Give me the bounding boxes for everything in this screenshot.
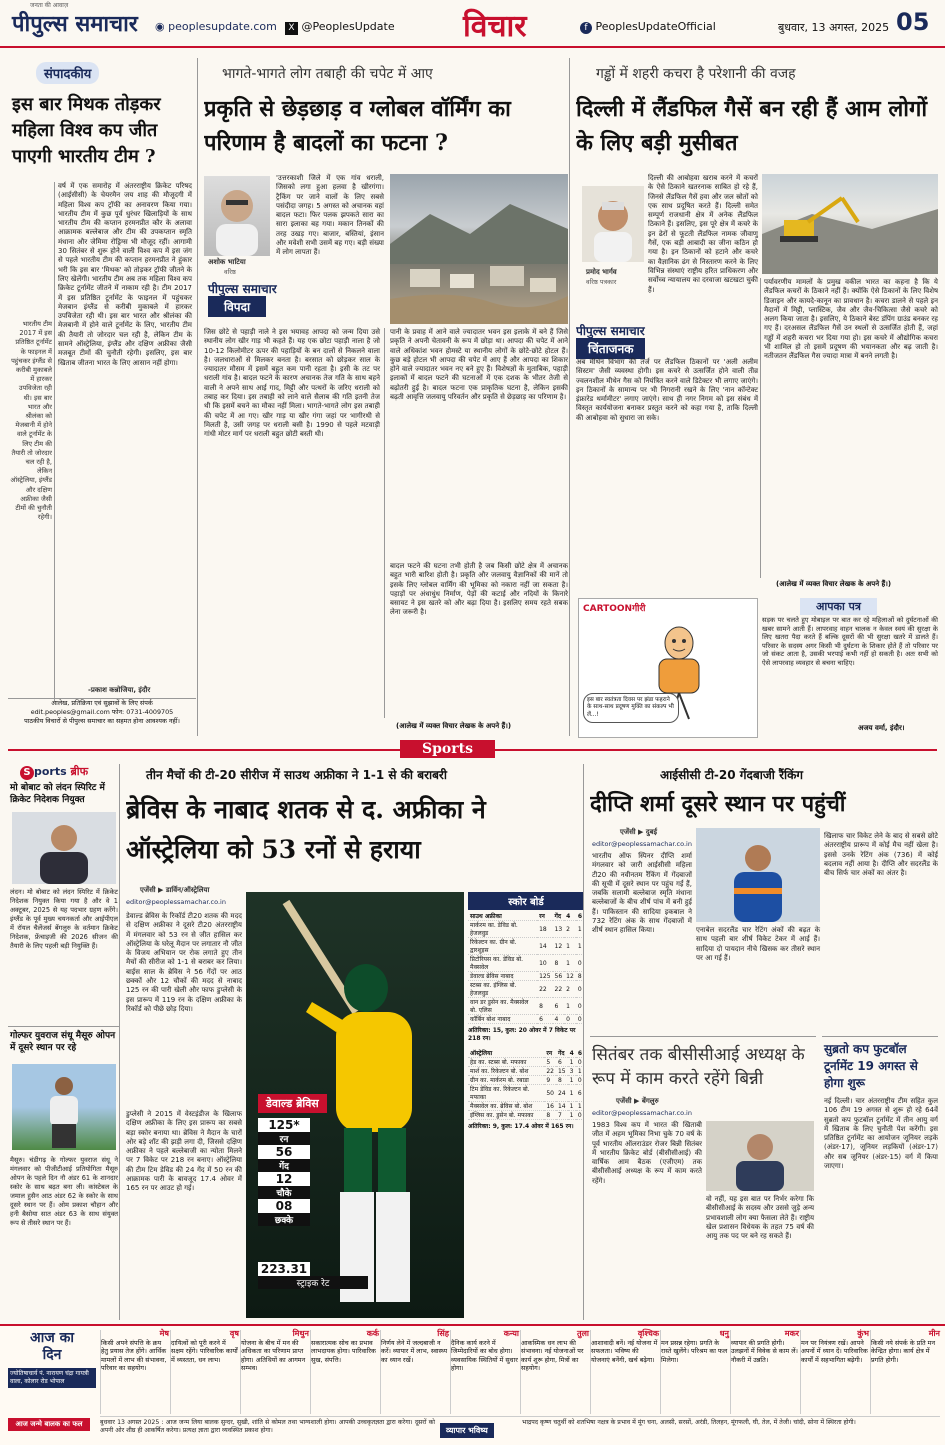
bcci-body2: वो नहीं, यह इस बात पर निर्भर करेगा कि बीसीसीआई के सदस्य और उससे जुड़े अन्य प्रभावशाली लोग क्या फैसला लेते हैं। राष्ट्रीय खेल प्रशासन विधेयक के तहत 75 वर्ष की आयु तक पद पर बने रह सकते हैं। <box>706 1195 814 1241</box>
main-headline: ब्रेविस के नाबाद शतक से द. अफ्रीका ने ऑस्ट्रेलिया को 53 रनों से हराया <box>126 795 486 864</box>
letters-title: आपका पत्र <box>800 598 877 615</box>
score-row: मार्श का. रिकेल्टन बो. बोश 22 15 3 1 <box>468 1067 584 1076</box>
score-row: स्टब्स का. इंग्लिस बो. हेजलवुड 22 22 2 0 <box>468 981 584 998</box>
paper-logo: पीपुल्स समाचार <box>12 11 138 37</box>
zodiac-leo: सिंह निर्णय लेने में जल्दबाजी न करें। व्यापार में लाभ, स्वास्थ्य का ध्यान रखें। <box>380 1330 449 1414</box>
score-row: कॉर्बिन बोश नाबाद 6 4 0 0 <box>468 1015 584 1024</box>
author-photo-pramod <box>582 186 644 262</box>
paper-tagline: जनता की आवाज़ <box>30 2 69 9</box>
article2-kicker: गड्ढों में शहरी कचरा है परेशानी की वजह <box>596 66 796 82</box>
article1-headline: प्रकृति से छेड़छाड़ व ग्लोबल वॉर्मिंग का परिणाम है बादलों का फटना ? <box>204 96 511 156</box>
article2-logo: पीपुल्स समाचार <box>576 324 645 338</box>
article1-col3: पानी के प्रवाह में आने वाले ज्यादातर भवन इस इलाके में बने हैं जिसे प्रकृति ने अपनी चेतावनी के रूप में छोड़ा था। आपदा की चपेट में आने वाले अधिकांश भवन होमस्टे या स्थानीय लोगों के छोटे-छोटे होटल हैं। कुछ बड़े होटल भी आपदा की चपेट में आए हैं और आपदा का शिकार होने वाले ज्यादातर भवन नए बने हुए हैं। विशेषज्ञों के मुताबिक, पहाड़ी इलाकों में बादल फटने की घटनाओं में एक दशक के भीतर तेजी से बढ़ोतरी हुई है। बादल फटना एक प्राकृतिक घटना है, लेकिन इसकी बढ़ती आवृत्ति जलवायु परिवर्तन और प्रकृति से छेड़छाड़ का परिणाम है। <box>390 328 568 402</box>
portrait-illustration <box>582 186 644 262</box>
article1-col4: बादल फटने की घटना तभी होती है जब किसी छोटे क्षेत्र में अचानक बहुत भारी बारिश होती है। प्रकृति और जलवायु वैज्ञानिकों की मानें तो इसके लिए ग्लोबल वार्मिंग की भूमिका को नकारा नहीं जा सकता है। पहाड़ों पर अंधाधुंध निर्माण, पेड़ों की कटाई और नदियों के किनारे बसावट ने इस खतरे को और बढ़ा दिया है। इसलिए समय रहते सबक लेना जरूरी है। <box>390 562 568 617</box>
score-row: मार्करम का. डेविड बो. हेजलवुड 18 13 2 1 <box>468 921 584 938</box>
sports-brief-column <box>8 764 120 1320</box>
article2-author-name: प्रमोद भार्गव <box>586 268 617 276</box>
main-body2: डुप्लेसी ने 2015 में वेस्टइंडीज के खिलाफ दक्षिण अफ्रीका के लिए इस प्रारूप का सबसे बड़ा स्कोर बनाया था। ब्रेविस ने मैदान के चारों ओर बड़े शॉट की झड़ी लगा दी, जिससे दक्षिण अफ्रीका ने पहले बल्लेबाजी का न्योता मिलने पर 7 विकेट पर 218 रन बनाए। ऑस्ट्रेलिया की टीम टिम डेविड की 24 गेंद में 50 रन की आक्रामक पारी के बावजूद 17.4 ओवर में 165 रन पर आउट हो गई। <box>126 1110 242 1193</box>
score-row: वान डर डुसेन का. मैक्सवेल बो. एलिस 8 6 1 0 <box>468 998 584 1015</box>
icc-body3: खिलाफ चार विकेट लेने के बाद से सबसे छोटे अंतरराष्ट्रीय प्रारूप में कोई मैच नहीं खेला है। इससे उनके रेटिंग अंक (736) में कोई बदलाव नहीं आया है। दीप्ति और सदरलैंड के बीच सिर्फ चार अंकों का अंतर है। <box>824 832 938 878</box>
masthead <box>0 0 945 48</box>
article2-headline: दिल्ली में लैंडफिल गैसें बन रही हैं आम लोगों के लिए बड़ी मुसीबत <box>576 96 928 156</box>
main-email[interactable]: editor@peoplessamachar.co.in <box>126 898 226 906</box>
website-link[interactable]: ◉ peoplesupdate.com <box>155 20 277 33</box>
flood-photo <box>390 174 568 324</box>
score-row: हेड का. स्टब्स बो. मफाका 5 6 1 0 <box>468 1058 584 1067</box>
golfer-photo <box>12 1064 116 1150</box>
photo-caption: डेवाल्ड ब्रेविस <box>258 1094 327 1113</box>
portrait-illustration <box>204 176 270 256</box>
score-row: टिम डेविड का. रिकेल्टन बो. मफाका 50 24 1 6 <box>468 1085 584 1102</box>
sa-header-row: साउथ अफ्रीका रन गेंद 4 6 <box>470 912 582 920</box>
icc-headline: दीप्ति शर्मा दूसरे स्थान पर पहुंचीं <box>590 791 846 817</box>
article2-col3: अब मीथेन विभाग की तर्ज पर लैंडफिल ठिकानों पर 'अली अलीम सिस्टम' जैसी व्यवस्था होगी। इस कचरे से उत्सर्जित होने वाली तीव्र ज्वलनशील मीथेन गैस को नियंत्रित करने वाले डिटेक्टर भी लगाए जाएंगे। इन ठिकानों के सामान्य पर भी निगरानी रखने के लिए 'नान कॉन्टेक्ट इंफ्रारेड थर्मामीटर' लगाए जाएंगे। साथ ही नगर निगम को इस संबंध में विस्तृत कार्ययोजना बनाकर प्रस्तुत करने को कहा गया है, ताकि दिल्ली की आबोहवा को सुधारा जा सके। <box>576 358 758 422</box>
excavator-illustration <box>762 174 938 274</box>
aus-header-row: ऑस्ट्रेलिया रन गेंद 4 6 <box>470 1049 582 1057</box>
article1-col1: 'उत्तरकाशी जिले में एक गांव धराली, जिसको लगा हुआ हलवा है खीरगंगा। ट्रैकिंग पर जाने वालों के लिए सबसे पसंदीदा जगह। 5 अगस्त को अचानक वहां बादल फटा। फिर पलक झपकते सारा का सारा इलाका बह गया। मकान तिनकों की तरह उखड़ गए। बाजार, बस्तियां, इंसान और मवेशी सभी उसमें बह गए। बड़ी संख्या में लोग लापता हैं। <box>276 174 384 257</box>
x-icon: X <box>285 22 298 35</box>
icc-byline: एजेंसी ▶ दुबई <box>620 828 658 836</box>
zodiac-taurus: वृष दायित्वों को पूरी करने में सक्षम रहेंगे। पारिवारिक कार्यों में व्यस्तता, धन लाभ। <box>170 1330 239 1414</box>
stat-strike-rate: 223.31 स्ट्राइक रेट <box>258 1262 368 1289</box>
zodiac-gemini: मिथुन योजना के बीच में मन की अधिकता का परिणाम प्राप्त होगा। अतिथियों का आगमन सम्भव। <box>240 1330 309 1414</box>
article1-logo: पीपुल्स समाचार <box>208 282 277 296</box>
article1-author-name: अशोक भाटिया <box>208 258 246 266</box>
editorial-author: -प्रकाश कन्नोजिया, इंदौर <box>88 686 151 694</box>
article2-col1: दिल्ली की आबोहवा खराब करने में कचरों के ऐसे ठिकाने खतरनाक साबित हो रहे हैं, जिनसे लैंडफिल गैसें हवा और जल स्रोतों को एक साथ प्रदूषित करते हैं। दिल्ली समेत सम्पूर्ण राजधानी क्षेत्र में अनेक लैंडफिल ठिकाने हैं। इसलिए, इस पूरे क्षेत्र में कचरे के इन ढेरों से फूटती लैंडफिल नामक जीवाणु गैसें, एक बड़ी आबादी का जीना कठिन हो गया है। इन ठिकानों को हटाने और कचरे का वैज्ञानिक ढंग से निस्तारण करने के लिए विभिन्न संस्थाएं राष्ट्रीय हरित प्राधिकरण और सर्वोच्च न्यायालय का दरवाजा खटखटा चुकी हैं। <box>648 174 758 294</box>
editorial-headline: इस बार मिथक तोड़कर महिला विश्व कप जीत पाएगी भारतीय टीम ? <box>12 94 161 167</box>
zodiac-aquarius: कुंभ मन पर नियंत्रण रखें। आपने अपनों में ध्यान दें। पारिवारिक कार्यों में सहभागिता बढ़ेगी। <box>800 1330 869 1414</box>
article2-tag: चिंताजनक <box>576 338 645 359</box>
score-row: डेवाल्ड ब्रेविस नाबाद 125 56 12 8 <box>468 972 584 981</box>
portrait-illustration <box>12 812 116 884</box>
issue-date: बुधवार, 13 अगस्त, 2025 <box>778 21 890 34</box>
editorial-side-note: भारतीय टीम 2017 में इस प्रतिष्ठित टूर्नामेंट के फाइनल में पहुंचकर इंग्लैंड से करीबी मुकाबले में हारकर उपविजेता रही थी। इस बार भारत और श्रीलंका को मेजबानी में होने वाले टूर्नामेंट के लिए टीम की तैयारी तो जोरदार चल रही है, लेकिन ऑस्ट्रेलिया, इंग्लैंड और दक्षिण अफ्रीका जैसी टीमों की चुनौती रहेगी। <box>10 320 52 522</box>
horoscope-title: आज का दिन <box>30 1330 74 1363</box>
zodiac-aries: मेष किसी अपने संपत्ति के क्रय हेतु प्रयास तेज होंगे। आर्थिक मामलों में लाभ की संभावना, परिवार का सहयोग। <box>100 1330 169 1414</box>
article1-kicker: भागते-भागते लोग तबाही की चपेट में आए <box>222 66 433 82</box>
sports-brief-tag: S ports ब्रीफ <box>20 764 88 780</box>
subroto-body: नई दिल्ली। चार अंतरराष्ट्रीय टीम सहित कुल 106 टीम 19 अगस्त से शुरू हो रहे 64वें सुब्रतो कप फुटबॉल टूर्नामेंट में तीन आयु वर्ग में खिताब के लिए चुनौती पेश करेंगी। इस प्रतिष्ठित टूर्नामेंट का आयोजन जूनियर लड़के (अंडर-17), जूनियर लड़कियों (अंडर-17) और सब जूनियर (अंडर-15) वर्ग में किया जाएगा। <box>824 1097 938 1171</box>
bcci-story <box>590 1036 816 1320</box>
bcci-byline: एजेंसी ▶ बेंगलुरु <box>616 1097 659 1105</box>
icc-ranking-story <box>590 764 938 1034</box>
sa-scorecard <box>468 912 584 1024</box>
sports-label: Sports <box>400 740 495 758</box>
stat-runs: 125* रन <box>258 1118 310 1145</box>
portrait-illustration <box>706 1121 814 1191</box>
brevis-photo <box>246 892 464 1318</box>
article2-author-role: वरिष्ठ पत्रकार <box>586 278 617 286</box>
cartoon-box <box>578 598 758 738</box>
stat-balls: 56 गेंद <box>258 1145 310 1172</box>
score-row: ग्रीन का. मार्करम बो. रबाडा 9 8 1 0 <box>468 1076 584 1085</box>
article2-footer: (आलेख में व्यक्त विचार लेखक के अपने हैं।) <box>776 580 892 588</box>
cartoon-bubble: इस बार स्वतंत्रता दिवस पर झंडा फहराने के साथ-साथ प्रदूषण मुक्ति का संकल्प भी लें...! <box>583 693 679 723</box>
editorial-column <box>8 58 198 736</box>
icc-body2: एनाबेल सदरलैंड चार रेटिंग अंकों की बढ़त के साथ पहली बार शीर्ष विकेट टेकर में आई हैं। सादिया दो पायदान नीचे खिसक कर तीसरे स्थान पर आ गई हैं। <box>696 926 820 962</box>
landfill-photo <box>762 174 938 274</box>
facebook-link[interactable]: f PeoplesUpdateOfficial <box>580 20 716 34</box>
score-row: मैक्सवेल का. ब्रेविस बो. बोश 16 14 1 1 <box>468 1102 584 1111</box>
author-photo-ashok <box>204 176 270 256</box>
binny-photo <box>706 1121 814 1191</box>
subroto-cup-story <box>822 1036 938 1320</box>
stat-fours: 12 चौके <box>258 1172 310 1199</box>
article-landfill <box>576 58 938 598</box>
editorial-body: वर्ष में एक समारोह में अंतरराष्ट्रीय क्रिकेट परिषद (आईसीसी) के चेयरमैन जय शाह की मौजूदगी में महिला विश्व कप ट्रॉफी का अनावरण किया गया। भारतीय टीम में कुछ पूर्व धुरंधर खिलाड़ियों के साथ भारतीय टीम की कप्तान हरमनप्रीत कौर के अलावा आक्रामक बल्लेबाज और टीम की उपकप्तान स्मृति मंधाना और जेमिमा रोड्रिग्स भी मौजूद रहीं। आगामी 30 सितंबर से शुरू होने वाली विश्व कप में इस जंग से पहले भारतीय टीम की कप्तान हरमनप्रीत ने हुंकार भरी कि इस बार 'मिथक' को तोड़कर ट्रॉफी जीतने के लिए खेलेंगी। भारतीय टीम अब तक महिला विश्व कप क्रिकेट टूर्नामेंट जीतने में नाकाम रही है। टीम 2017 में इस प्रतिष्ठित टूर्नामेंट के फाइनल में पहुंचकर मेजबान इंग्लैंड से करीबी मुकाबले में हारकर उपविजेता रही थी। इस बार भारत और श्रीलंका की मेजबानी में होने वाले टूर्नामेंट के लिए, भारतीय टीम की तैयारी तो जोरदार चल रही है, लेकिन टीम के सामने ऑस्ट्रेलिया, इंग्लैंड और दक्षिण अफ्रीका जैसी मजबूत टीमों की चुनौती रहेगी। इसलिए, इस बार खिताब जीतना भारत के लिए आसान नहीं होगा। <box>58 182 192 367</box>
contact-box: आलेख, प्रतिक्रिया एवं सुझावों के लिए संपर्क edit.peoples@gmail.com फोन: 0731-4009705 पाठकीय विचारों से पीपुल्स समाचार का सहमत होना आवश्यक नहीं। <box>8 698 196 736</box>
main-kicker: तीन मैचों की टी-20 सीरीज में साउथ अफ्रीका ने 1-1 से की बराबरी <box>146 768 447 782</box>
aus-scorecard <box>468 1049 584 1120</box>
zodiac-libra: तुला आकस्मिक धन लाभ की संभावना। नई योजनाओं पर कार्य शुरू होगा, मित्रों का सहयोग। <box>520 1330 589 1414</box>
horoscope-ad: आज जन्मे बालक का फल <box>8 1418 90 1431</box>
facebook-icon: f <box>580 22 592 34</box>
scoreboard-title: स्कोर बोर्ड <box>468 892 584 910</box>
aus-total: अतिरिक्त: 9, कुल: 17.4 ओवर में 165 रन। <box>468 1123 574 1130</box>
zodiac-sagittarius: धनु मन प्रसन्न रहेगा। प्रगति के रास्ते खुलेंगे। परिश्रम का फल मिलेगा। <box>660 1330 729 1414</box>
zodiac-scorpio: वृश्चिक आशावादी बनें। नई योजना में सफलता। भविष्य की योजनाएं बनेंगी, खर्च बढ़ेगा। <box>590 1330 659 1414</box>
article-cloudburst <box>204 58 570 736</box>
deepti-photo <box>696 828 820 922</box>
stat-sixes: 08 छक्के <box>258 1199 310 1226</box>
cartoon-title: CARTOONगीरी <box>583 604 646 614</box>
brief2-headline: गोल्फर युवराज संधू मैसूरु ओपन में दूसरे स्थान पर रहे <box>10 1031 116 1053</box>
score-row: इंग्लिस का. डुसेन बो. मफाका 8 7 1 0 <box>468 1111 584 1120</box>
horoscope-author: ज्योतिषाचार्य पं. नारायण चंद्रा गायत्री वाला, कोलार रोड भोपाल <box>8 1368 96 1388</box>
zodiac-capricorn: मकर व्यापार की प्रगति होगी। उलझनों में विवेक से काम लें। नौकरी में उन्नति। <box>730 1330 799 1414</box>
main-byline: एजेंसी ▶ डार्विन/ऑस्ट्रेलिया <box>140 886 210 894</box>
globe-icon: ◉ <box>155 20 169 33</box>
article2-col2: पर्यावरणीय मामलों के प्रमुख वकील भारत का कहना है कि ये लैंडफिल कचरों के ठिकाने नहीं हैं। क्योंकि ऐसे ठिकानों के लिए विशेष डिजाइन और कायदे-कानून का प्रावधान है। कचरा डालने से पहले इन मैदानों में मिट्टी, प्लास्टिक, जैव और जैव-चिकित्सा जैसे कचरे को अलग किया जाता है। इसलिए, ये ठिकाने बेस्ट डंपिंग ग्राउंड बनकर रह गए हैं। दरअसल लैंडफिल गैसें उन स्थलों से उत्सर्जित होती हैं, जहां गड्ढों में शहरी कचरा भर दिया गया हो। इस कचरे में औद्योगिक कचरा भी शामिल हो तो इसमें प्रदूषण की भयानकता और बढ़ जाती है। नतीजतन लैंडफिल गैस ज्यादा मात्रा में बनने लगती है। <box>764 278 938 361</box>
icc-body: भारतीय ऑफ स्पिनर दीप्ति शर्मा मंगलवार को जारी आईसीसी महिला टी20 की नवीनतम रैंकिंग में गेंदबाजों की सूची में दूसरे स्थान पर पहुंच गईं हैं, जबकि सलामी बल्लेबाज स्मृति मंधाना बल्लेबाजों के बीच शीर्ष पांच में बनी हुई हैं। पाकिस्तान की सादिया इकबाल ने 732 रेटिंग अंक के साथ गेंदबाजों में शीर्ष स्थान हासिल किया। <box>592 852 692 935</box>
score-row: प्रिटोरियस का. डेविड बो. मैक्सवेल 10 8 1 0 <box>468 955 584 972</box>
icc-email[interactable]: editor@peoplessamachar.co.in <box>592 840 692 848</box>
golfer-illustration <box>12 1064 116 1150</box>
section-title: विचार <box>463 9 527 44</box>
main-body: डेवाल्ड ब्रेविस के रिकॉर्ड टी20 शतक की मदद से दक्षिण अफ्रीका ने दूसरे टी20 अंतरराष्ट्रीय में मंगलवार को 53 रन से जीत हासिल कर ऑस्ट्रेलिया के घरेलू मैदान पर लगातार नौ जीत के विजय अभियान पर रोक लगाते हुए तीन मैचों की सीरीज को 1-1 से बराबर कर लिया। बाईस साल के ब्रेविस ने 56 गेंदों पर आठ छक्कों और 12 चौकों की मदद से नाबाद 125 रन की पारी खेली और फाफ डुप्लेसी के इस प्रारूप में 119 रन के दक्षिण अफ्रीका के रिकॉर्ड को पीछे छोड़ दिया। <box>126 912 242 1013</box>
letters-box <box>762 598 938 738</box>
zodiac-virgo: कन्या दैनिक कार्य करने में जिम्मेदारियों का बोध होगा। व्यवसायिक स्थितियों में सुधार होगा। <box>450 1330 519 1414</box>
icc-kicker: आईसीसी टी-20 गेंदबाजी रैंकिंग <box>660 768 804 782</box>
page-number: 05 <box>896 8 930 36</box>
brief1-body: लंदन। मो बोबाट को लंदन स्पिरिट में क्रिकेट निदेशक नियुक्त किया गया है और वे 1 अक्टूबर, 2025 से यह पदभार ग्रहण करेंगे। इंग्लैंड के पूर्व मुख्य चयनकर्ता और आईपीएल में रॉयल चैलेंजर्स बेंगलुरु के वर्तमान क्रिकेट निदेशक, फ्रेंचाइजी की 2026 सीजन की तैयारी के लिए पहली बड़ी नियुक्ति हैं। <box>10 888 118 950</box>
birth-prediction: बुधवार 13 अगस्त 2025 : आज जन्म लिया बालक सुन्दर, सुखी, शांति से कोमल तथा भाग्यशाली होगा। आपकी उच्चकृतज्ञता द्वारा करेगा। दूसरों को अपनी ओर शीघ्र ही आकर्षित करेगा। प्रत्यक्ष ज्ञाता द्वारा व्यवस्थित प्रकाश होगा। <box>100 1419 435 1434</box>
bcci-email[interactable]: editor@peoplessamachar.co.in <box>592 1109 692 1117</box>
article1-col2: जिस छोटे से पहाड़ी नाले ने इस भयावह आपदा को जन्म दिया उसे स्थानीय लोग खीर गाड़ भी कहते हैं। यह एक छोटा पहाड़ी नाला है जो 10-12 किलोमीटर ऊपर की पहाड़ियों के बन दालों से निकलने वाला है। जलधाराओं से मिलकर बनता है। बरसात को छोड़कर साल के ज्यादातर मौसम में इसमें बहुत कम पानी रहता है। इसी के तट पर धराली गांव है। बादल फटने के कारण अचानक तेज गति के साथ बहने वाली ने अपने साथ आई गाद, मिट्टी और पत्थरों के जरिए धराली को तबाह कर दिया। इस तबाही को लाने वाले सैलाब की गति इतनी तेज थी कि इसमें बचने का मौका नहीं मिला। भागते-भागते लोग इस तबाही की चपेट में आ गए। खीर गाड़ या खीर गंगा जहां पर भागीरथी से मिलती है, उसी जगह पर धराली बसी है। 1990 से पहले मटवाड़ी गांधी मोटर मार्ग पर धराली बहुत छोटी बस्ती थी। <box>204 328 380 439</box>
horoscope-footer <box>100 1416 940 1444</box>
sa-total: अतिरिक्त: 15, कुल: 20 ओवर में 7 विकेट पर 218 रन। <box>468 1027 576 1042</box>
score-row: रिकेल्टन का. ग्रीन बो. द्वारशुइस 14 12 1 1 <box>468 938 584 955</box>
twitter-link[interactable]: X @PeoplesUpdate <box>285 20 395 35</box>
bobat-photo <box>12 812 116 884</box>
zodiac-cancer: कर्क सकारात्मक सोच का प्रभाव लाभदायक होगा। पारिवारिक सुख, संपत्ति। <box>310 1330 379 1414</box>
editorial-tag: संपादकीय <box>36 62 99 84</box>
scoreboard <box>468 892 584 1318</box>
letters-body: सड़क पर चलते हुए मोबाइल पर बात कर रहे महिलाओं को दुर्घटनाओं की खबर सामने आती हैं। लापरवाह वाहन चालक न केवल स्वयं की सुरक्षा के लिए खतरा पैदा करते हैं बल्कि दूसरों की भी सुरक्षा खतरे में डालते हैं। परिवार के सदस्य अगर किसी भी दुर्घटना के शिकार होते हैं तो परिवार पर जो संकट आता है, उसकी भरपाई कभी नहीं हो सकती है। अतः सभी को ऐसे लापरवाह व्यवहार से बचना चाहिए। <box>762 616 938 667</box>
landscape-illustration <box>390 174 568 324</box>
subroto-headline: सुब्रतो कप फुटबॉल टूर्नामेंट 19 अगस्त से होगा शुरू <box>824 1042 918 1090</box>
brief2-body: मैसूरु। चंडीगढ़ के गोल्फर युवराज संधू ने मंगलवार को पीजीटीआई प्रतियोगिता मैसूरु ओपन के पहले दिन नौ अंडर 61 के शानदार स्कोर के साथ बढ़त बना ली। कांस्टेबल के जमाल हुसैन आठ अंडर 62 के स्कोर के साथ दूसरे स्थान पर हैं। ओम प्रकाश चौहान और हनी बैसोया सात अंडर 63 के साथ संयुक्त रूप से तीसरे स्थान पर हैं। <box>10 1156 118 1227</box>
sports-main-story <box>126 764 584 1320</box>
business-body: भाद्रपद कृष्ण चतुर्थी को शतभिषा नक्षत्र के प्रभाव में मूंग चना, अलसी, सरसों, अरंडी, तिलहन, मूंगफली, घी, तेल, में तेजी। चांदी, सोना में स्थिरता होगी। <box>522 1419 856 1426</box>
business-title: व्यापार भविष्य <box>440 1423 494 1438</box>
sports-banner <box>0 740 945 760</box>
zodiac-pisces: मीन किसी नये संपर्क के प्रति मन केन्द्रित होगा। कार्य क्षेत्र में प्रगति होगी। <box>870 1330 940 1414</box>
bcci-body: 1983 विश्व कप में भारत की खिताबी जीत में अहम भूमिका निभा चुके 70 वर्ष के पूर्व भारतीय ऑलराउंडर रोजर बिन्नी सितंबर में भारतीय क्रिकेट बोर्ड (बीसीसीआई) की वार्षिक आम बैठक (एजीएम) तक बीसीसीआई अध्यक्ष के रूप में काम करते रहेंगे। <box>592 1121 702 1185</box>
article1-author-role: वरिष्ठ <box>224 268 236 276</box>
brief1-headline: मो बोबाट को लंदन स्पिरिट में क्रिकेट निदेशक नियुक्त <box>10 783 105 805</box>
stats-box <box>258 1118 310 1226</box>
cricketer-illustration <box>696 828 820 922</box>
article1-tag: विपदा <box>208 296 266 317</box>
contact-email[interactable]: edit.peoples@gmail.com <box>30 708 110 716</box>
letters-author: अजय वर्मा, इंदौर। <box>858 724 905 732</box>
bcci-headline: सितंबर तक बीसीसीआई अध्यक्ष के रूप में काम करते रहेंगे बिन्नी <box>592 1045 805 1089</box>
article1-footer: (आलेख में व्यक्त विचार लेखक के अपने हैं।) <box>396 722 512 730</box>
